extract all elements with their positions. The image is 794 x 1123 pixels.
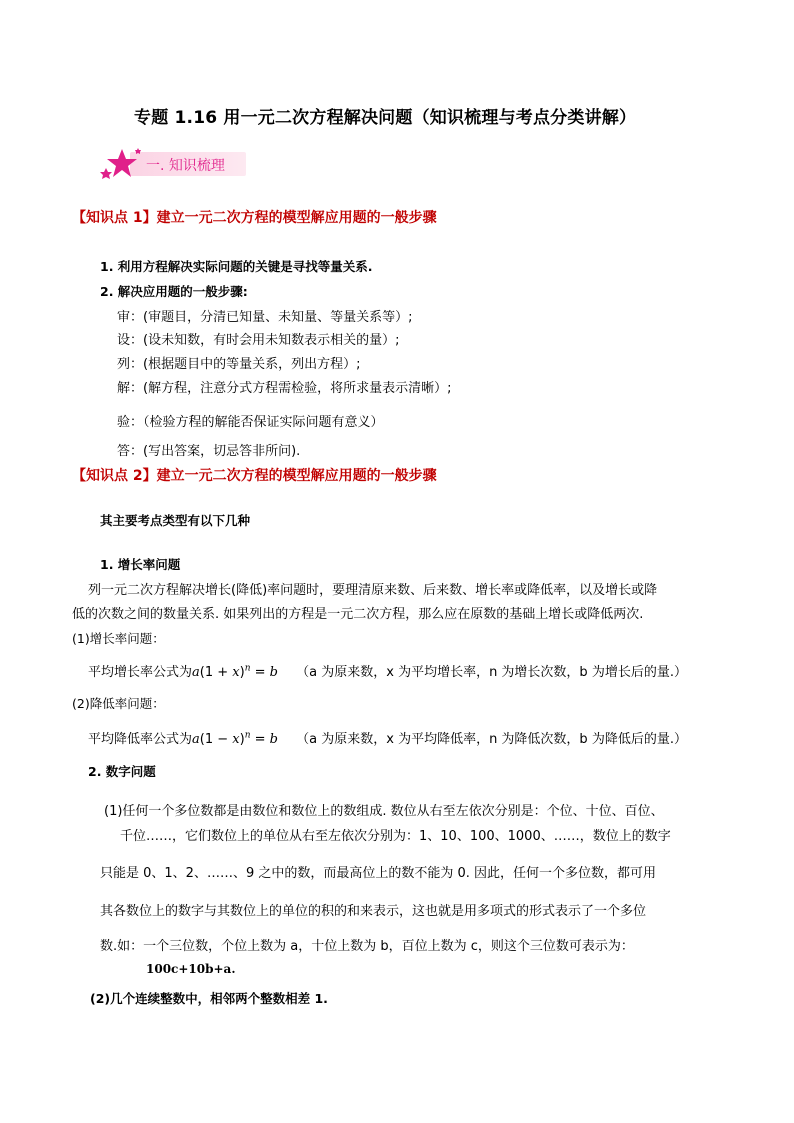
digits-line-2: 千位……，它们数位上的单位从右至左依次分别为：1、10、100、1000、……，数位上的数字 <box>120 829 671 844</box>
digits-expression: 100c+10b+a. <box>146 962 236 976</box>
decline-formula-note: （a 为原来数，x 为平均降低率，n 为降低次数，b 为降低后的量.） <box>296 732 687 747</box>
growth-formula-equals: = <box>250 665 270 680</box>
growth-formula-paren-close: ) <box>239 665 245 680</box>
decline-formula-paren-close: ) <box>239 732 245 747</box>
kp1-point-1: 1. 利用方程解决实际问题的关键是寻找等量关系. <box>100 259 373 274</box>
step-solve: 解：(解方程，注意分式方程需检验，将所求量表示清晰）; <box>117 381 452 396</box>
digits-line-7: (2)几个连续整数中，相邻两个整数相差 1. <box>90 991 328 1006</box>
decline-formula-prefix: 平均降低率公式为 <box>88 732 193 747</box>
growth-paragraph-line-1: 列一元二次方程解决增长(降低)率问题时，要理清原来数、后来数、增长率或降低率，以及增长或降 <box>88 583 658 598</box>
banner-label: 一. 知识梳理 <box>146 158 225 174</box>
growth-formula-prefix: 平均增长率公式为 <box>88 665 193 680</box>
section-banner <box>100 148 250 180</box>
decline-formula: a <box>192 732 200 747</box>
step-formulate: 列：(根据题目中的等量关系，列出方程）; <box>117 357 361 372</box>
kp1-point-2: 2. 解决应用题的一般步骤: <box>100 284 248 299</box>
digits-line-1: (1)任何一个多位数都是由数位和数位上的数组成. 数位从右至左依次分别是：个位、十位、百位、 <box>104 804 664 819</box>
knowledge-point-2-heading: 【知识点 2】建立一元二次方程的模型解应用题的一般步骤 <box>72 468 437 484</box>
growth-formula-var-b: b <box>269 665 278 680</box>
growth-subheading: (1)增长率问题： <box>72 631 165 646</box>
digits-line-4: 其各数位上的数字与其数位上的单位的积的和来表示，这也就是用多项式的形式表示了一个多位 <box>100 904 647 919</box>
growth-formula: a <box>192 665 200 680</box>
star-icon <box>100 148 144 182</box>
step-review: 审：(审题目，分清已知量、未知量、等量关系等）; <box>117 310 413 325</box>
growth-formula-exponent: n <box>244 663 251 674</box>
step-answer: 答：(写出答案，切忌答非所问). <box>117 444 301 459</box>
growth-formula-paren-open: (1 + <box>199 665 233 680</box>
growth-paragraph-line-2: 低的次数之间的数量关系. 如果列出的方程是一元二次方程，那么应在原数的基础上增长或降低两次. <box>72 607 644 622</box>
decline-formula-var-x: x <box>232 732 240 747</box>
page-title: 专题 1.16 用一元二次方程解决问题（知识梳理与考点分类讲解） <box>134 108 637 128</box>
growth-formula-note: （a 为原来数，x 为平均增长率，n 为增长次数，b 为增长后的量.） <box>296 665 687 680</box>
decline-formula-equals: = <box>250 732 270 747</box>
decline-formula-line <box>88 728 687 747</box>
growth-formula-var-x: x <box>232 665 240 680</box>
decline-subheading: (2)降低率问题： <box>72 696 165 711</box>
digits-line-3: 只能是 0、1、2、……、9 之中的数，而最高位上的数不能为 0. 因此，任何一个多位数，都可用 <box>100 866 657 881</box>
step-verify: 验：（检验方程的解能否保证实际问题有意义） <box>117 415 384 430</box>
decline-formula-paren-open: (1 − <box>199 732 233 747</box>
growth-rate-heading: 1. 增长率问题 <box>100 557 181 572</box>
decline-formula-var-b: b <box>269 732 278 747</box>
digits-heading: 2. 数字问题 <box>88 764 156 779</box>
knowledge-point-1-heading: 【知识点 1】建立一元二次方程的模型解应用题的一般步骤 <box>72 210 437 226</box>
step-assume: 设：(设未知数，有时会用未知数表示相关的量）; <box>117 333 400 348</box>
decline-formula-exponent: n <box>244 730 251 741</box>
digits-line-5: 数.如：一个三位数，个位上数为 a，十位上数为 b，百位上数为 c，则这个三位数可表示为： <box>100 939 634 954</box>
growth-formula-line <box>88 661 687 680</box>
kp2-intro: 其主要考点类型有以下几种 <box>100 513 251 528</box>
